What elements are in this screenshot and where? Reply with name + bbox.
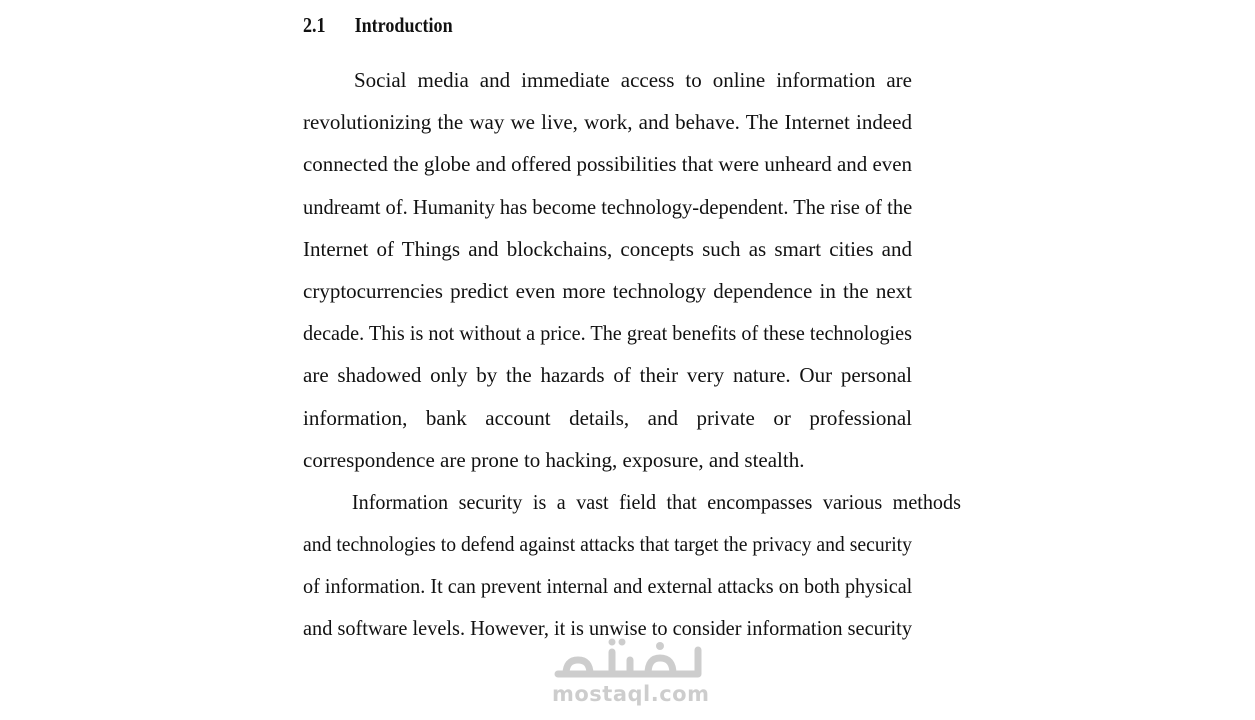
text-line: Internet of Things and blockchains, concepts such as smart cities and xyxy=(303,236,912,261)
section-title: Introduction xyxy=(354,13,453,37)
text-line: are shadowed only by the hazards of their very nature. Our personal xyxy=(303,363,912,388)
text-line: cryptocurrencies predict even more technology dependence in the next xyxy=(303,278,912,303)
body-text xyxy=(303,59,961,650)
text-line: decade. This is not without a price. The great benefits of these technologies xyxy=(303,321,912,346)
watermark-logo xyxy=(548,638,708,710)
text-line: of information. It can prevent internal and external attacks on both physical xyxy=(303,574,913,599)
section-heading xyxy=(303,10,453,40)
watermark-arabic-logo-icon xyxy=(548,638,708,686)
text-line: undreamt of. Humanity has become technology-dependent. The rise of the xyxy=(303,194,913,219)
section-number: 2.1 xyxy=(303,13,326,37)
text-line: correspondence are prone to hacking, exposure, and stealth. xyxy=(303,447,805,472)
text-line: revolutionizing the way we live, work, and behave. The Internet indeed xyxy=(303,110,912,135)
text-line: Social media and immediate access to online information are xyxy=(354,68,912,92)
text-line: connected the globe and offered possibilities that were unheard and even xyxy=(303,152,912,177)
watermark-latin: mostaql.com xyxy=(552,682,710,706)
text-line: and software levels. However, it is unwise to consider information security xyxy=(303,616,912,641)
text-line: information, bank account details, and private or professional xyxy=(303,405,912,430)
text-line: and technologies to defend against attacks that target the privacy and security xyxy=(303,532,912,557)
text-line: Information security is a vast field that encompasses various methods xyxy=(351,489,961,514)
